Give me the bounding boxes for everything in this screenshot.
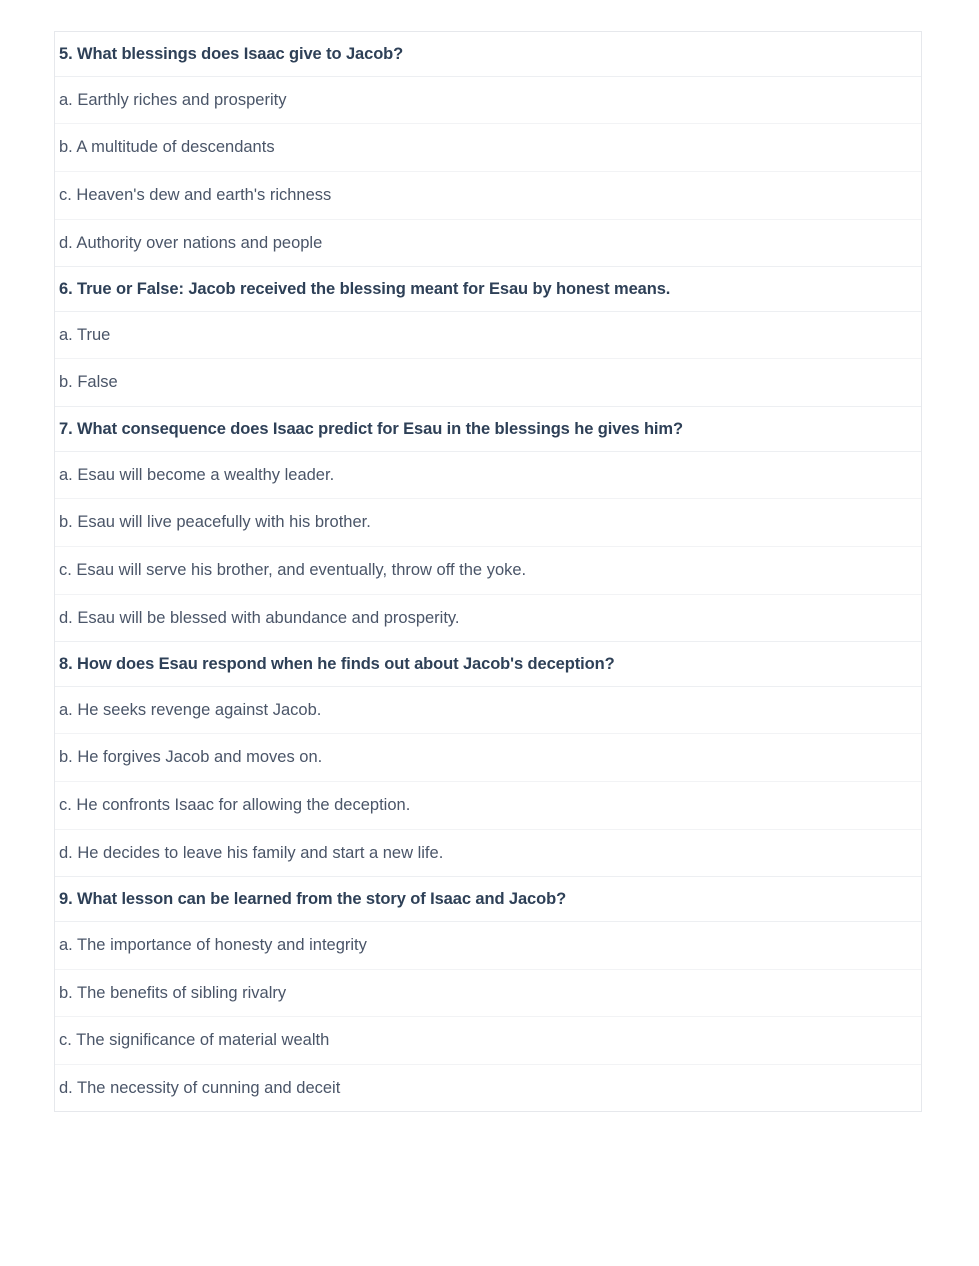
question-title: 7. What consequence does Isaac predict for Esau in the blessings he gives him? <box>55 407 921 452</box>
question-option[interactable]: b. The benefits of sibling rivalry <box>55 970 921 1018</box>
question-block <box>55 642 921 877</box>
question-title: 6. True or False: Jacob received the blessing meant for Esau by honest means. <box>55 267 921 312</box>
question-option[interactable]: b. A multitude of descendants <box>55 124 921 172</box>
question-option[interactable]: a. True <box>55 312 921 360</box>
question-block <box>55 877 921 1111</box>
question-title: 5. What blessings does Isaac give to Jacob? <box>55 32 921 77</box>
question-option[interactable]: c. He confronts Isaac for allowing the deception. <box>55 782 921 830</box>
quiz-panel <box>54 31 922 1112</box>
question-option[interactable]: a. Earthly riches and prosperity <box>55 77 921 125</box>
question-option[interactable]: b. He forgives Jacob and moves on. <box>55 734 921 782</box>
question-title: 8. How does Esau respond when he finds out about Jacob's deception? <box>55 642 921 687</box>
question-block <box>55 32 921 267</box>
question-option[interactable]: d. He decides to leave his family and start a new life. <box>55 830 921 878</box>
question-title: 9. What lesson can be learned from the story of Isaac and Jacob? <box>55 877 921 922</box>
question-option[interactable]: a. The importance of honesty and integrity <box>55 922 921 970</box>
question-option[interactable]: d. The necessity of cunning and deceit <box>59 1078 341 1097</box>
question-option[interactable]: d. Authority over nations and people <box>55 220 921 268</box>
question-block <box>55 407 921 642</box>
question-option[interactable]: c. The significance of material wealth <box>55 1017 921 1065</box>
question-option[interactable]: a. He seeks revenge against Jacob. <box>55 687 921 735</box>
question-option[interactable]: b. Esau will live peacefully with his brother. <box>55 499 921 547</box>
question-option[interactable]: b. False <box>55 359 921 407</box>
question-option[interactable]: c. Heaven's dew and earth's richness <box>55 172 921 220</box>
question-option[interactable]: d. Esau will be blessed with abundance and prosperity. <box>55 595 921 643</box>
question-block <box>55 267 921 407</box>
question-option[interactable]: c. Esau will serve his brother, and eventually, throw off the yoke. <box>55 547 921 595</box>
question-option[interactable]: a. Esau will become a wealthy leader. <box>55 452 921 500</box>
